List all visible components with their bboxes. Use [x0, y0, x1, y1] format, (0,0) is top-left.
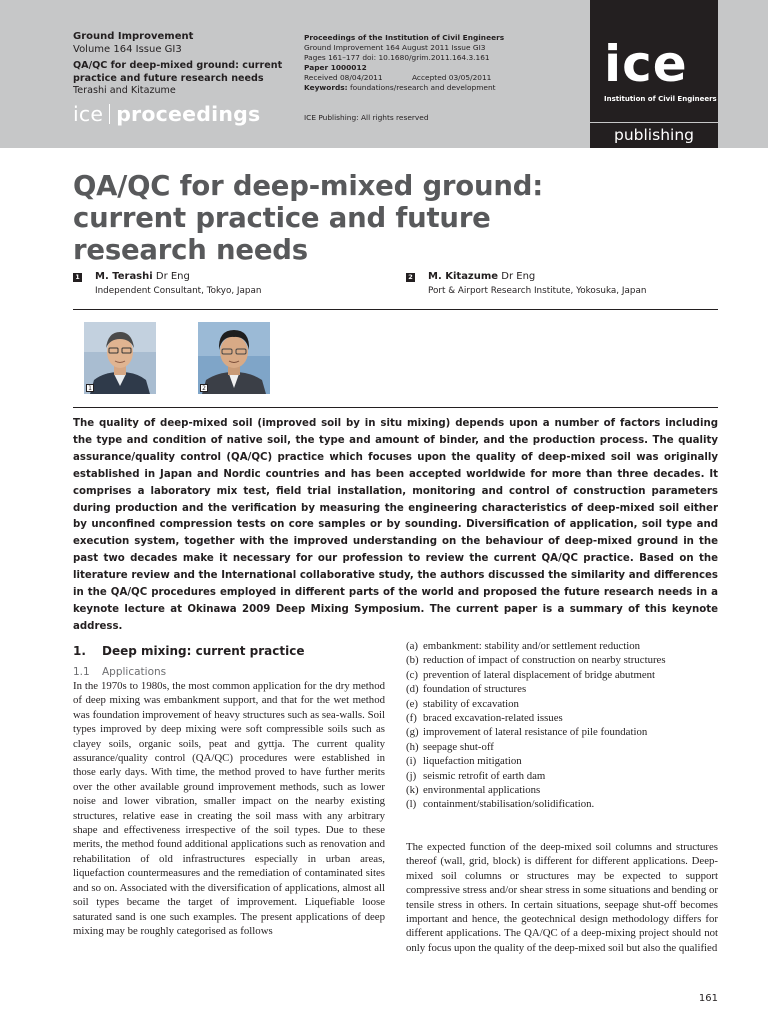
list-text: reduction of impact of construction on nearby structures: [423, 654, 666, 667]
body-paragraph-right: The expected function of the deep-mixed soil columns and structures thereof (wall, grid, block) is different for different applications. Deep-mixed soil columns or structures may be expected to support compressive stress and/or shear stress in some situations and bending or tensile stress in others. In certain situations, seepage shut-off becomes important and hence, the geotechnical design methodology differs for different applications. The QA/QC of a deep-mixing project should not only focus upon the quality of the deep-mixed soil but also the qualified: [406, 841, 718, 954]
running-title: QA/QC for deep-mixed ground: current practice and future research needs: [73, 60, 283, 84]
title-line: QA/QC for deep-mixed ground:: [73, 170, 544, 202]
list-item: [406, 697, 718, 711]
list-text: seismic retrofit of earth dam: [423, 769, 546, 782]
author-name: [428, 271, 535, 283]
section-title: Deep mixing: current practice: [102, 644, 305, 658]
journal-name: Ground Improvement: [73, 31, 194, 42]
paper-number: Paper 1000012: [304, 63, 367, 72]
list-text: foundation of structures: [423, 683, 527, 696]
author-degree: Dr Eng: [155, 271, 190, 282]
author-name-text: M. Kitazume: [428, 271, 499, 282]
list-text: seepage shut-off: [423, 740, 494, 753]
list-item: [406, 783, 718, 797]
list-text: improvement of lateral resistance of pile foundation: [423, 726, 648, 739]
list-item: [406, 639, 718, 653]
list-label: (c): [406, 668, 418, 681]
list-label: (g): [406, 726, 419, 739]
left-column: [73, 642, 385, 938]
divider-rule: [73, 407, 718, 408]
list-item: [406, 725, 718, 739]
photo-number: 2: [200, 384, 208, 392]
author-degree: Dr Eng: [501, 271, 536, 282]
list-label: (k): [406, 784, 419, 797]
subsection-title: Applications: [102, 666, 167, 678]
citation-line: Ground Improvement 164 August 2011 Issue GI3: [304, 43, 486, 52]
author-name-text: M. Terashi: [95, 271, 153, 282]
publishing-label: publishing: [590, 122, 718, 148]
list-label: (j): [406, 769, 417, 782]
list-text: braced excavation-related issues: [423, 712, 563, 725]
author-photo-2: [198, 322, 270, 394]
list-text: liquefaction mitigation: [423, 755, 522, 768]
keywords-label: Keywords:: [304, 83, 348, 92]
list-label: (h): [406, 740, 419, 753]
proceedings-line: Proceedings of the Institution of Civil Engineers: [304, 33, 505, 42]
list-item: [406, 754, 718, 768]
journal-info: [73, 30, 288, 98]
list-item: [406, 797, 718, 811]
applications-list: [406, 639, 718, 812]
divider-rule: [73, 309, 718, 310]
list-item: [406, 711, 718, 725]
article-title: [73, 170, 593, 266]
list-label: (f): [406, 712, 417, 725]
portrait-image: [84, 322, 156, 394]
list-text: stability of excavation: [423, 697, 519, 710]
list-text: prevention of lateral displacement of bridge abutment: [423, 668, 656, 681]
institution-name: Institution of Civil Engineers: [604, 95, 717, 103]
brand-divider: [109, 104, 110, 124]
abstract: The quality of deep-mixed soil (improved soil by in situ mixing) depends upon a number of factors including the type and condition of native soil, the type and amount of binder, and the production process. The quality assurance/quality control (QA/QC) practice which focuses upon the quality of deep-mixed soil was originally established in Japan and Nordic countries and has been accepted worldwide for more than three decades. It comprises a laboratory mix test, field trial installation, monitoring and control of construction parameters during production and the verification by measuring the engineering characteristics of deep-mixed soil either by unconfined compression tests on core samples or by sounding. Diversification of application, soil type and execution system, together with the improved understanding on the behaviour of deep-mixed ground in the past two decades make it necessary for our profession to review the current QA/QC practice. Based on the literature review and the International collaborative study, the authors discussed the similarity and differences in the QA/QC procedures employed in different parts of the world and proposed the future research needs in a keynote lecture at Okinawa 2009 Deep Mixing Symposium. The current paper is a summary of this keynote address.: [73, 418, 718, 632]
list-label: (l): [406, 798, 417, 811]
rights-line: ICE Publishing: All rights reserved: [304, 113, 429, 122]
doi-line: Pages 161–177 doi: 10.1680/grim.2011.164.3.161: [304, 53, 490, 62]
ice-logo: ice: [604, 35, 688, 93]
running-authors: Terashi and Kitazume: [73, 85, 176, 96]
title-line: research needs: [73, 234, 308, 266]
body-paragraph: In the 1970s to 1980s, the most common application for the dry method of deep mixing was embankment support, and that for the wet method was foundation improvement of heavy structures such as sea-walls. Soil types improved by deep mixing were soft compressible soils such as clayey soils, organic soils, peat and gyttja. The current quality assurance/quality control (QA/QC) procedures were established in those early days. With time, the method proved to have further merits over the other available ground improvement methods, such as lower noise and lower vibration, smaller impact on the nearby existing structures, relative ease in creating the soil mass with any arbitrary shape and effectiveness irrespective of the soil types. Due to these merits, the method found additional applications such as renovation and rehabilitation of old infrastructures especially in urban areas, liquefaction countermeasures and the remediation of contaminated sites and so on. Associated with the diversification of applications, almost all soil types became the target of improvement. Liquefiable loose saturated sand is one such examples. The present applications of deep mixing may be roughly categorised as follows: [73, 680, 385, 937]
title-line: current practice and future: [73, 202, 491, 234]
list-text: containment/stabilisation/solidification.: [423, 798, 595, 811]
list-label: (b): [406, 654, 419, 667]
author-name: [95, 271, 190, 283]
section-heading: [73, 642, 385, 660]
author-number: 2: [406, 273, 415, 282]
list-label: (i): [406, 755, 417, 768]
subsection-heading: [73, 665, 385, 679]
author-number: 1: [73, 273, 82, 282]
list-item: [406, 740, 718, 754]
keywords-line: [304, 83, 554, 93]
keywords-value: foundations/research and development: [349, 83, 496, 92]
journal-volume: Volume 164 Issue GI3: [73, 44, 182, 55]
author-affiliation: Port & Airport Research Institute, Yokosuka, Japan: [428, 286, 647, 296]
received-date: Received 08/04/2011: [304, 73, 383, 82]
brand-ice: ice: [73, 102, 104, 126]
portrait-image: [198, 322, 270, 394]
list-text: embankment: stability and/or settlement reduction: [423, 640, 641, 652]
list-item: [406, 682, 718, 696]
photo-number: 1: [86, 384, 94, 392]
list-label: (d): [406, 683, 419, 696]
list-label: (a): [406, 640, 418, 652]
citation-block: [304, 33, 554, 122]
list-item: [406, 769, 718, 783]
brand-proceedings: proceedings: [116, 102, 261, 126]
page-number: 161: [698, 993, 718, 1004]
dates-row: [304, 73, 554, 83]
list-label: (e): [406, 697, 418, 710]
section-number: 1.: [73, 644, 86, 658]
list-item: [406, 653, 718, 667]
subsection-number: 1.1: [73, 666, 90, 678]
author-affiliation: Independent Consultant, Tokyo, Japan: [95, 286, 262, 296]
accepted-date: Accepted 03/05/2011: [412, 73, 492, 82]
list-text: environmental applications: [423, 784, 541, 797]
author-photo-1: [84, 322, 156, 394]
list-item: [406, 668, 718, 682]
ice-proceedings-brand: [73, 102, 260, 126]
